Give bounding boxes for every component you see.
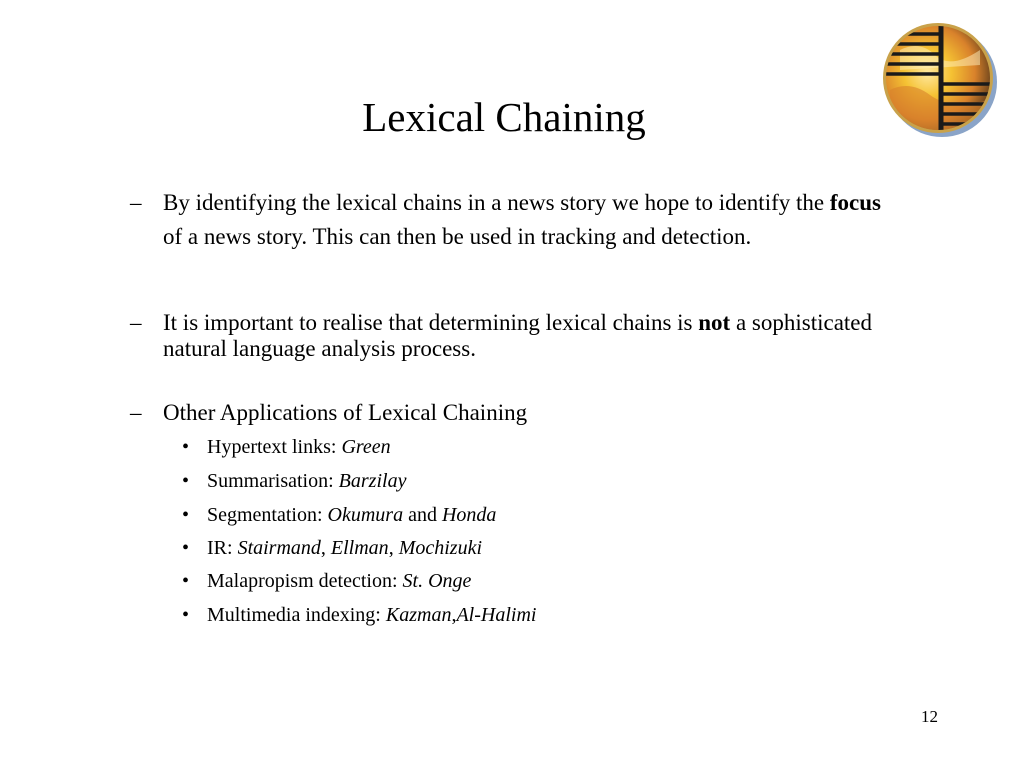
bullet-text-part: of a news story. This can then be used in tracking and detection. <box>163 224 752 249</box>
bold-word: not <box>698 310 731 335</box>
sub-item-multimedia <box>182 602 536 628</box>
bullet-focus <box>130 186 890 254</box>
sub-item-summarisation <box>182 468 406 494</box>
ladder-circle-logo-icon <box>880 20 1000 140</box>
author-name: Green <box>341 436 391 458</box>
bullet-dot: • <box>182 570 190 592</box>
author-name: Okumura <box>327 504 404 526</box>
separator: , <box>451 604 457 626</box>
bullet-text-part: a sophisticated natural language analysis process. <box>163 310 872 361</box>
author-name: Stairmand <box>237 537 321 559</box>
sub-item-ir <box>182 535 482 561</box>
sub-item-label: Hypertext links: <box>207 436 342 458</box>
dash-marker: – <box>130 310 142 335</box>
bullet-text-part: It is important to realise that determining lexical chains is <box>163 310 699 335</box>
author-name: Al-Halimi <box>456 604 537 626</box>
bullet-text: Other Applications of Lexical Chaining <box>163 400 528 425</box>
author-name: Barzilay <box>338 470 407 492</box>
dash-marker: – <box>130 400 142 425</box>
author-name: Honda <box>441 504 497 526</box>
separator: , <box>320 537 331 559</box>
separator: and <box>403 504 442 526</box>
bullet-dot: • <box>182 470 190 492</box>
bullet-text <box>163 186 890 254</box>
bullet-dot: • <box>182 436 190 458</box>
separator: , <box>388 537 399 559</box>
bullet-text <box>163 310 890 362</box>
author-name: Kazman <box>385 604 452 626</box>
bullet-not-sophisticated <box>130 310 890 362</box>
author-name: Ellman <box>330 537 389 559</box>
sub-item-label: Malapropism detection: <box>207 570 403 592</box>
sub-item-label: Summarisation: <box>207 470 339 492</box>
sub-item-malapropism <box>182 568 471 594</box>
bullet-dot: • <box>182 604 190 626</box>
sub-item-label: Segmentation: <box>207 504 328 526</box>
bold-word: focus <box>829 190 881 215</box>
author-name: St. Onge <box>402 570 472 592</box>
dash-marker: – <box>130 190 142 215</box>
sub-item-label: Multimedia indexing: <box>207 604 386 626</box>
sub-item-segmentation <box>182 502 496 528</box>
bullet-other-applications <box>130 396 890 430</box>
author-name: Mochizuki <box>398 537 482 559</box>
page-number: 12 <box>921 707 938 726</box>
sub-item-label: IR: <box>207 537 238 559</box>
bullet-dot: • <box>182 504 190 526</box>
slide-title: Lexical Chaining <box>362 94 646 140</box>
sub-item-hypertext <box>182 434 391 460</box>
bullet-dot: • <box>182 537 190 559</box>
bullet-text-part: By identifying the lexical chains in a news story we hope to identify the <box>163 190 830 215</box>
